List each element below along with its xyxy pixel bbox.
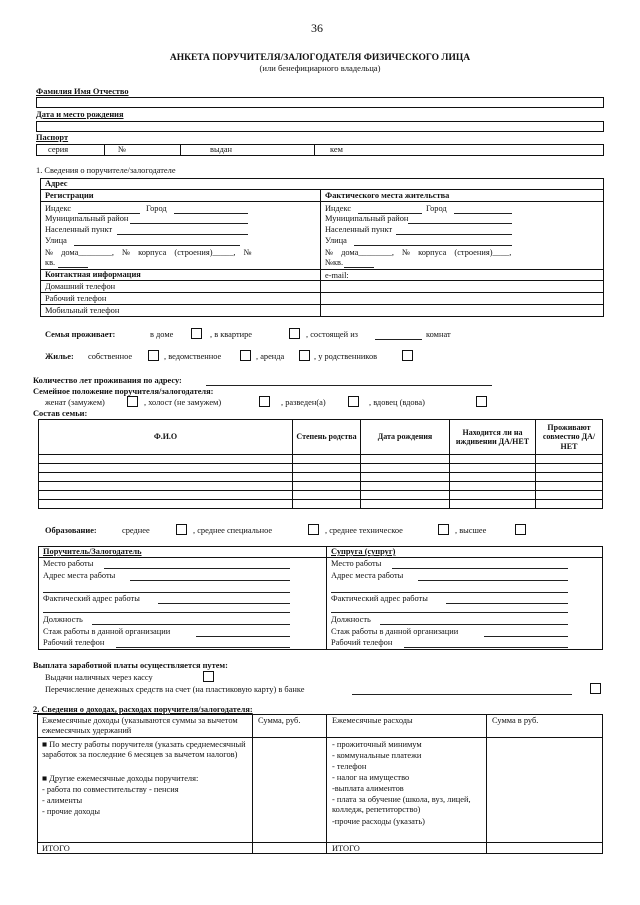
emp-r-factaddr: Фактический адрес работы <box>331 594 428 603</box>
emp-r-position: Должность <box>331 615 371 624</box>
reg-house-line: № дома________, № корпуса (строения)_____, № <box>45 248 252 257</box>
housing-rel-checkbox[interactable] <box>402 350 413 361</box>
expense-line: -прочие расходы (указать) <box>332 817 425 826</box>
fact-house-line: № дома________, № корпуса (строения)____, <box>325 248 512 257</box>
table-row[interactable] <box>39 491 603 500</box>
table-row[interactable] <box>39 455 603 464</box>
passport-label: Паспорт <box>36 133 69 142</box>
address-header: Адрес <box>45 179 68 188</box>
table-row[interactable] <box>39 500 603 509</box>
fact-city-label: Город <box>426 204 447 213</box>
education-label: Образование: <box>45 526 97 535</box>
emp-l-factaddr: Фактический адрес работы <box>43 594 140 603</box>
years-label: Количество лет проживания по адресу: <box>33 376 182 385</box>
col-live: Проживают совместно ДА/НЕТ <box>536 420 603 455</box>
passport-number-label: № <box>118 145 126 154</box>
edu-secondary-checkbox[interactable] <box>176 524 187 535</box>
marital-widowed-label: , вдовец (вдова) <box>369 398 425 407</box>
housing-rent-checkbox[interactable] <box>299 350 310 361</box>
page-title: АНКЕТА ПОРУЧИТЕЛЯ/ЗАЛОГОДАТЕЛЯ ФИЗИЧЕСКОГО ЛИЦА <box>169 53 471 63</box>
marital-married-label: женат (замужем) <box>45 398 105 407</box>
section1-title: 1. Сведения о поручителе/залогодателе <box>36 166 176 175</box>
fact-apt-label: №кв. <box>325 258 344 267</box>
family-rooms-label-b: комнат <box>426 330 451 339</box>
email-label: e-mail: <box>325 271 349 280</box>
passport-issued-label: выдан <box>210 145 233 154</box>
table-row[interactable] <box>39 464 603 473</box>
edu-tech-label: , среднее техническое <box>325 526 403 535</box>
family-house-checkbox[interactable] <box>191 328 202 339</box>
emp-right-title: Супруга (супруг) <box>331 547 396 556</box>
col-rel: Степень родства <box>293 420 361 455</box>
salary-transfer-label: Перечисление денежных средств на счет (на пластиковую карту) в банке <box>45 685 305 694</box>
table-row[interactable] <box>39 473 603 482</box>
birth-field[interactable] <box>36 121 604 132</box>
marital-widowed-checkbox[interactable] <box>476 396 487 407</box>
family-table <box>38 419 603 509</box>
marital-married-checkbox[interactable] <box>127 396 138 407</box>
housing-rel-label: , у родственников <box>314 352 378 361</box>
work-phone-label: Рабочий телефон <box>45 294 107 303</box>
expense-line: - коммунальные платежи <box>332 751 422 760</box>
housing-own-label: собственное <box>88 352 133 361</box>
expense-line: -выплата алиментов <box>332 784 404 793</box>
family-house-label: в доме <box>150 330 174 339</box>
emp-l-workaddr: Адрес места работы <box>43 571 116 580</box>
section2-title: 2. Сведения о доходах, расходах поручителя/залогодателя: <box>33 705 253 714</box>
marital-divorced-checkbox[interactable] <box>348 396 359 407</box>
col-exp-header: Ежемесячные расходы <box>332 716 413 725</box>
contact-header: Контактная информация <box>45 270 141 279</box>
emp-r-tenure: Стаж работы в данной организации <box>331 627 459 636</box>
family-flat-checkbox[interactable] <box>289 328 300 339</box>
reg-apt-label: кв. <box>45 258 56 267</box>
col-birth: Дата рождения <box>361 420 450 455</box>
page-subtitle: (или бенефициарного владельца) <box>259 63 381 73</box>
reg-district-label: Муниципальный район <box>45 214 129 223</box>
home-phone-label: Домашний телефон <box>45 282 116 291</box>
edu-spec-label: , среднее специальное <box>193 526 273 535</box>
fio-field[interactable] <box>36 97 604 108</box>
salary-transfer-checkbox[interactable] <box>590 683 601 694</box>
housing-dept-checkbox[interactable] <box>240 350 251 361</box>
family-rooms-label-a: , состоящей из <box>306 330 358 339</box>
expense-line: - прожиточный минимум <box>332 740 422 749</box>
emp-left-title: Поручитель/Залогодатель <box>43 547 142 556</box>
mobile-label: Мобильный телефон <box>45 306 120 315</box>
emp-l-phone: Рабочий телефон <box>43 638 105 647</box>
salary-cash-label: Выдачи наличных через кассу <box>45 673 153 682</box>
table-row[interactable] <box>39 482 603 491</box>
housing-rent-label: , аренда <box>256 352 285 361</box>
col-fio: Ф.И.О <box>39 420 293 455</box>
page-number: 36 <box>311 21 323 35</box>
emp-l-position: Должность <box>43 615 83 624</box>
family-flat-label: , в квартире <box>210 330 252 339</box>
salary-label: Выплата заработной платы осуществляется путем: <box>33 661 228 670</box>
income-line: - прочие доходы <box>42 807 100 816</box>
edu-higher-label: , высшее <box>455 526 487 535</box>
fact-locality-label: Населенный пункт <box>325 225 393 234</box>
marital-label: Семейное положение поручителя/залогодателя: <box>33 387 214 396</box>
fact-district-label: Муниципальный район <box>325 214 409 223</box>
income-total: ИТОГО <box>42 844 70 853</box>
expense-line: - плата за обучение (школа, вуз, лицей, колледж, репетиторство) <box>332 795 471 814</box>
fact-index-label: Индекс <box>325 204 352 213</box>
reg-header: Регистрации <box>45 191 94 200</box>
passport-series-label: серия <box>48 145 69 154</box>
emp-r-phone: Рабочий телефон <box>331 638 393 647</box>
edu-higher-checkbox[interactable] <box>515 524 526 535</box>
emp-l-tenure: Стаж работы в данной организации <box>43 627 171 636</box>
housing-label: Жилье: <box>45 352 74 361</box>
col-sum-exp-header: Сумма в руб. <box>492 716 539 725</box>
housing-own-checkbox[interactable] <box>148 350 159 361</box>
family-lives-label: Семья проживает: <box>45 330 116 339</box>
reg-street-label: Улица <box>45 236 67 245</box>
edu-secondary-label: среднее <box>122 526 150 535</box>
col-sum-rub-header: Сумма, руб. <box>258 716 301 725</box>
housing-dept-label: , ведомственное <box>164 352 222 361</box>
expense-line: - телефон <box>332 762 367 771</box>
birth-label: Дата и место рождения <box>36 110 124 119</box>
income-line: - работа по совместительству - пенсия <box>42 785 179 794</box>
passport-by-label: кем <box>330 145 343 154</box>
income-line: - алименты <box>42 796 83 805</box>
emp-r-workaddr: Адрес места работы <box>331 571 404 580</box>
reg-index-label: Индекс <box>45 204 72 213</box>
col-income-header: Ежемесячные доходы (указываются суммы за вычетом ежемесячных удержаний <box>42 716 238 735</box>
edu-spec-checkbox[interactable] <box>308 524 319 535</box>
expense-line: - налог на имущество <box>332 773 410 782</box>
family-comp-label: Состав семьи: <box>33 409 88 418</box>
col-dep: Находится ли на иждивении ДА/НЕТ <box>450 420 536 455</box>
reg-city-label: Город <box>146 204 167 213</box>
emp-l-workplace: Место работы <box>43 559 94 568</box>
emp-r-workplace: Место работы <box>331 559 382 568</box>
expense-total: ИТОГО <box>332 844 360 853</box>
fio-label: Фамилия Имя Отчество <box>36 87 129 96</box>
salary-cash-checkbox[interactable] <box>203 671 214 682</box>
marital-single-label: , холост (не замужем) <box>144 398 222 407</box>
marital-divorced-label: , разведен(а) <box>281 398 326 407</box>
marital-single-checkbox[interactable] <box>259 396 270 407</box>
fact-street-label: Улица <box>325 236 347 245</box>
fact-header: Фактического места жительства <box>325 191 450 200</box>
income-line: ■ По месту работы поручителя (указать среднемесячный заработок за последние 6 месяцев за вычетом налогов) <box>42 740 246 759</box>
reg-locality-label: Населенный пункт <box>45 225 113 234</box>
income-line: ■ Другие ежемесячные доходы поручителя: <box>42 774 199 783</box>
edu-tech-checkbox[interactable] <box>438 524 449 535</box>
